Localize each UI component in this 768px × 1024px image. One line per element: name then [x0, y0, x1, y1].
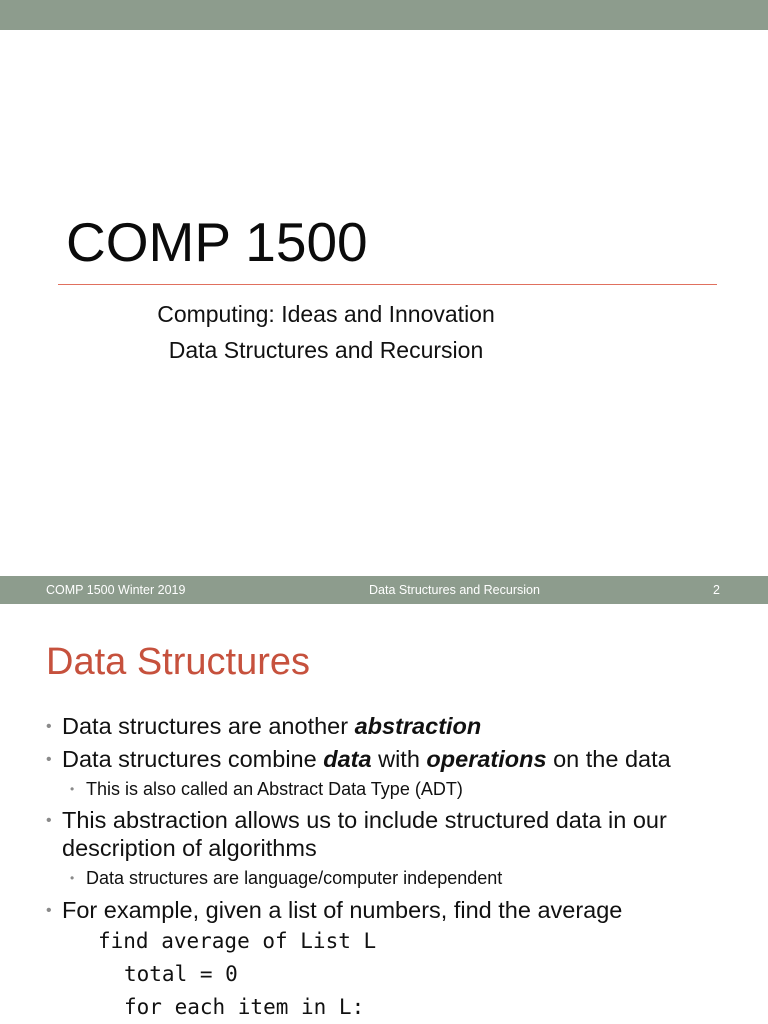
bullet-structured-data — [46, 806, 667, 861]
top-band — [0, 0, 768, 30]
footer-topic: Data Structures and Recursion — [369, 583, 540, 597]
title-divider — [58, 284, 717, 285]
sub-bullet-text: Data structures are language/computer independent — [86, 868, 503, 888]
code-line-2: total = 0 — [124, 962, 238, 986]
code-line-3: for each item in L: — [124, 995, 365, 1019]
sub-bullet-adt — [70, 778, 463, 800]
sub-bullet-dot: • — [70, 871, 75, 885]
bullet-text-suffix: on the data — [546, 746, 671, 772]
title-slide — [0, 30, 768, 576]
slide-footer — [0, 576, 768, 604]
code-line-1: find average of List L — [98, 929, 377, 953]
bullet-dot: • — [46, 718, 52, 735]
bullet-emphasis-operations: operations — [426, 746, 547, 772]
bullet-emphasis-data: data — [323, 746, 372, 772]
bullet-emphasis: abstraction — [354, 713, 482, 739]
bullet-text-middle: with — [371, 746, 427, 772]
footer-course-term: COMP 1500 Winter 2019 — [46, 583, 186, 597]
bullet-dot: • — [46, 902, 52, 919]
sub-bullet-independent — [70, 867, 503, 889]
subtitle-topic: Data Structures and Recursion — [168, 337, 484, 363]
bullet-text-line1: This abstraction allows us to include structured data in our — [62, 807, 667, 833]
section-title: Data Structures — [46, 641, 310, 683]
subtitle-course-name: Computing: Ideas and Innovation — [157, 301, 495, 327]
bullet-abstraction — [46, 712, 482, 741]
bullet-text: Data structures combine — [62, 746, 324, 772]
bullet-example — [46, 896, 623, 925]
bullet-text: For example, given a list of numbers, find the average — [62, 897, 623, 923]
content-slide — [0, 604, 768, 1024]
sub-bullet-text: This is also called an Abstract Data Type (ADT) — [86, 779, 463, 799]
bullet-dot: • — [46, 751, 52, 768]
sub-bullet-dot: • — [70, 782, 75, 796]
bullet-data-operations — [46, 745, 671, 774]
bullet-text: Data structures are another — [62, 713, 355, 739]
bullet-text-line2: description of algorithms — [62, 835, 317, 861]
bullet-dot: • — [46, 812, 52, 829]
slide-title: COMP 1500 — [66, 211, 368, 273]
footer-page-number: 2 — [713, 583, 720, 597]
